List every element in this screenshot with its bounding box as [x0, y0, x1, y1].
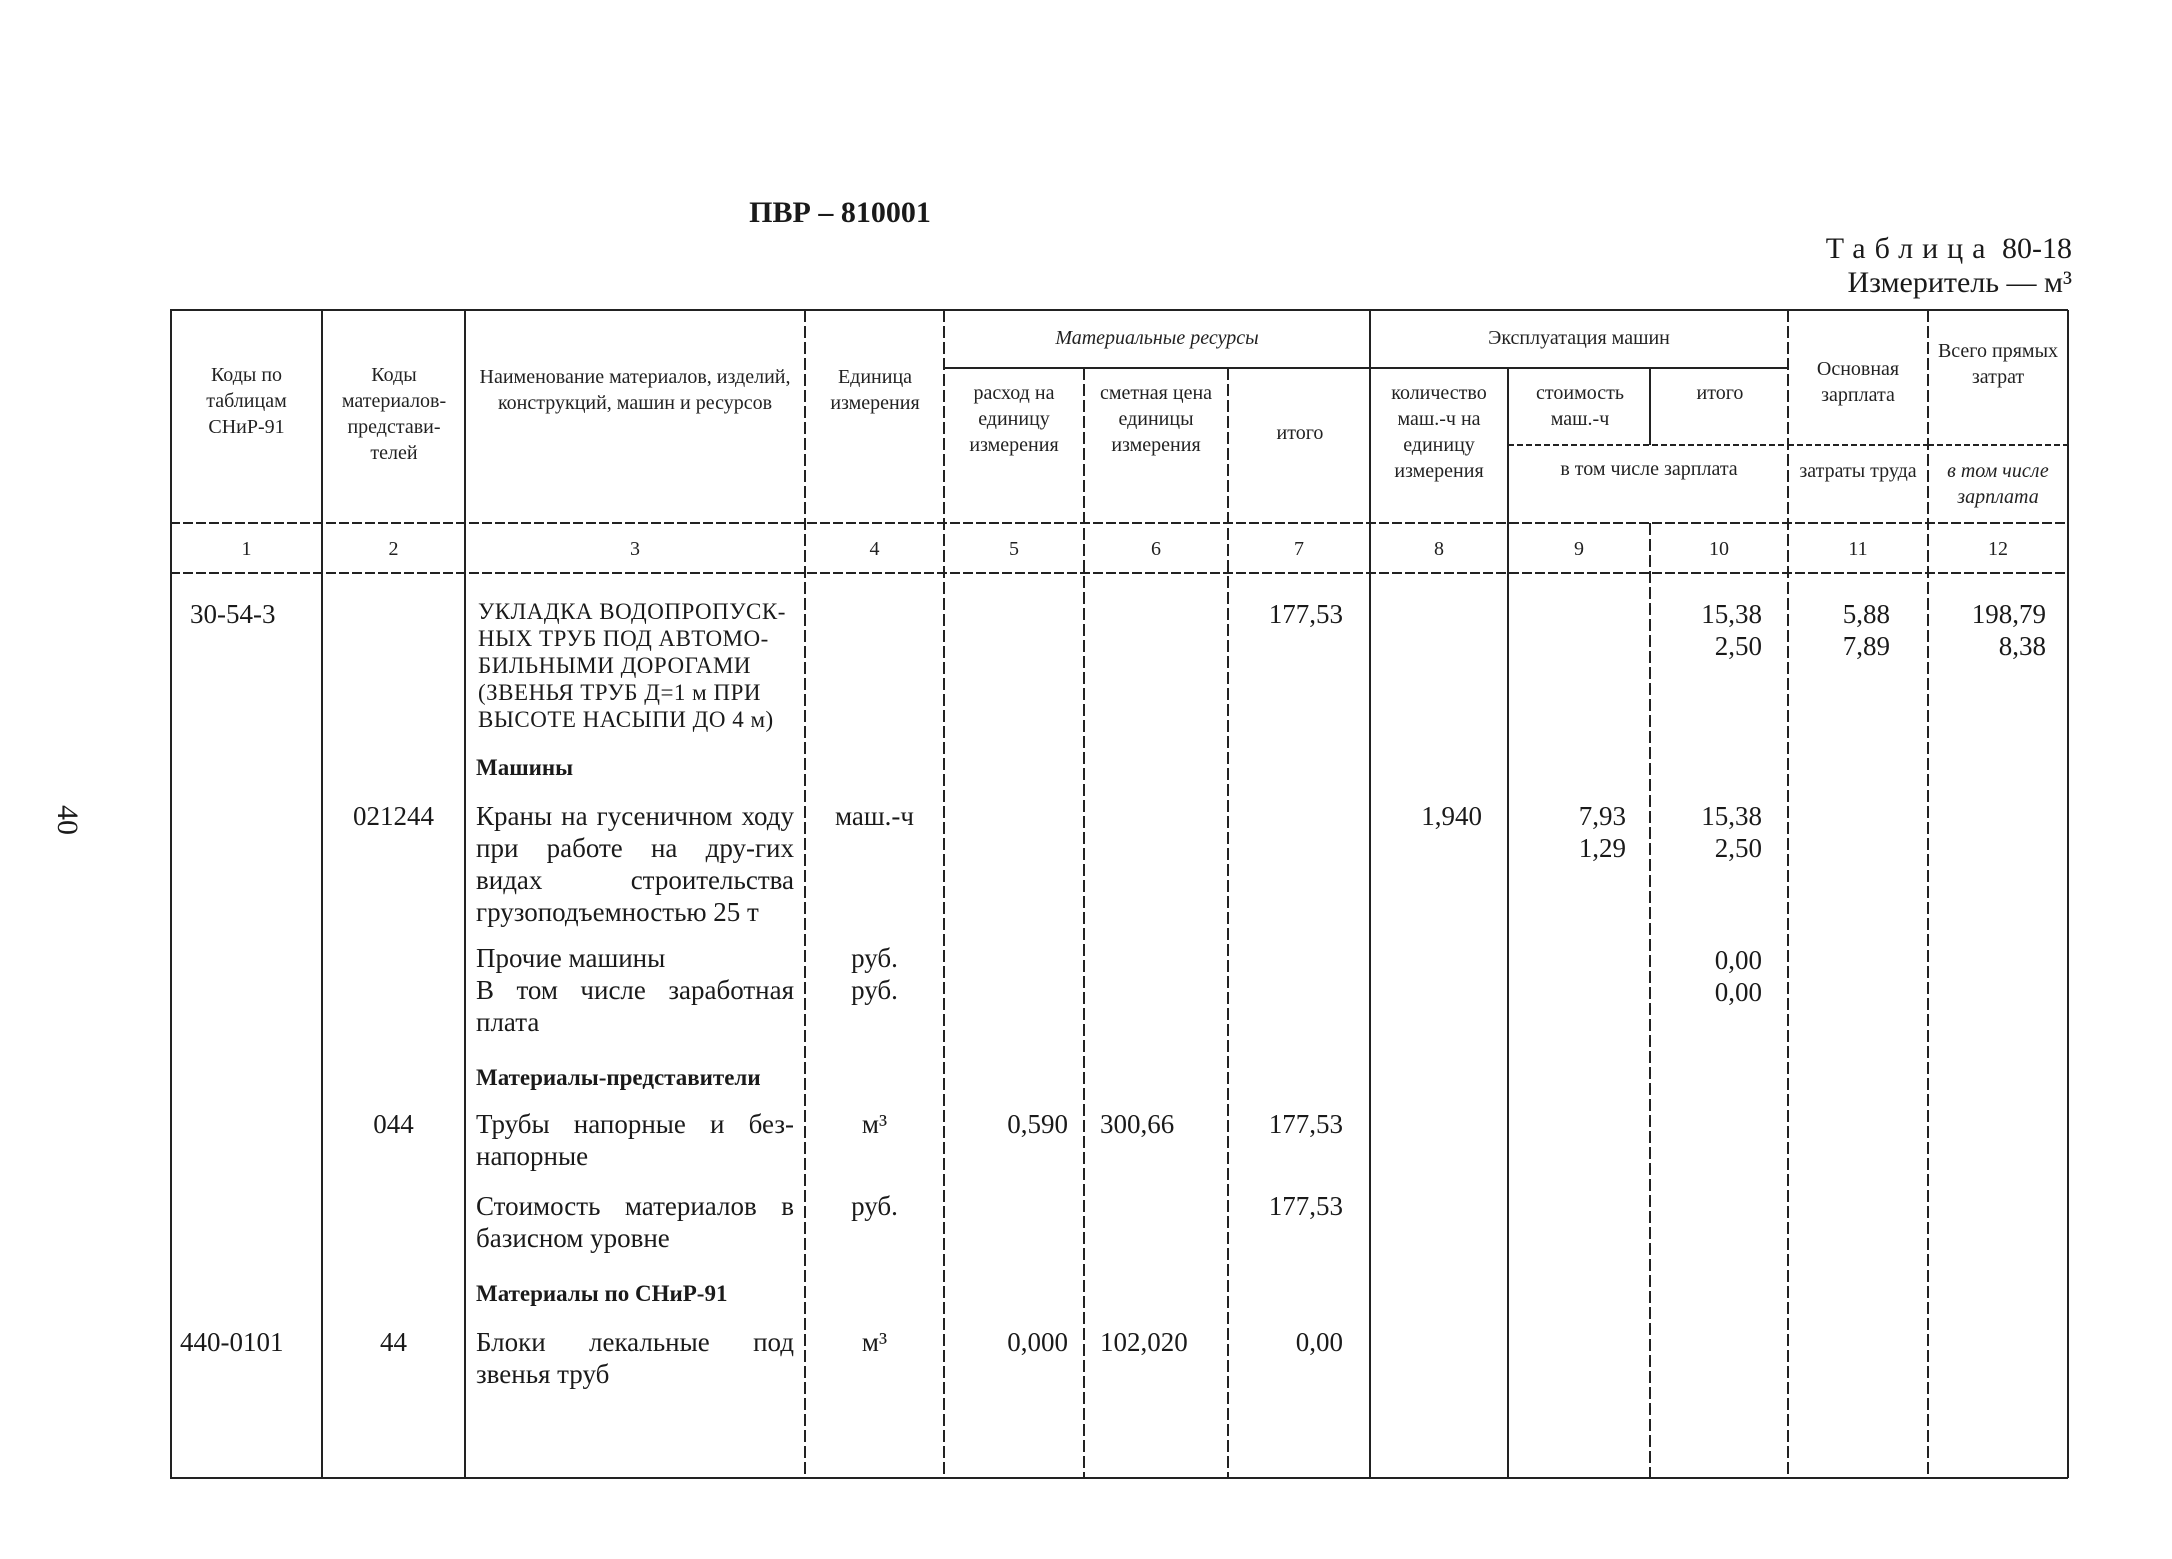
- base-cost-unit: руб.: [851, 1191, 898, 1221]
- col-number: 9: [1574, 538, 1584, 560]
- main-code: 30-54-3: [190, 599, 276, 629]
- table-label-word: Таблица: [1825, 232, 1995, 265]
- header-material-group: Материальные ресурсы: [1055, 327, 1259, 349]
- other-machines-wage-unit: руб.: [851, 975, 898, 1005]
- blocks-name: Блоки лекальные под звенья труб: [476, 1327, 794, 1389]
- col-number: 3: [630, 538, 640, 560]
- blocks-rate: 0,000: [1007, 1327, 1068, 1357]
- header-col2: Коды материалов-представи-телей: [341, 364, 447, 464]
- col-number: 10: [1709, 538, 1729, 560]
- main-mach-total: 15,38: [1701, 599, 1762, 629]
- crane-total-wage: 2,50: [1714, 833, 1762, 863]
- crane-total: 15,38: [1701, 801, 1762, 831]
- main-total: 198,79: [1971, 599, 2046, 629]
- col-number: 5: [1009, 538, 1019, 560]
- header-col6: сметная цена единицы измерения: [1099, 382, 1213, 456]
- pipes-rep-code: 044: [373, 1109, 414, 1139]
- crane-cost-wage: 1,29: [1578, 833, 1626, 863]
- main-mach-total-wage: 2,50: [1714, 631, 1762, 661]
- crane-qty: 1,940: [1421, 801, 1482, 831]
- header-col10: итого: [1696, 382, 1744, 404]
- measure-label: Измеритель — м³: [1847, 266, 2072, 299]
- table-label: [1826, 232, 2072, 266]
- blocks-price: 102,020: [1100, 1327, 1188, 1357]
- section-snir: Материалы по СНиР-91: [476, 1281, 728, 1306]
- crane-rep-code: 021244: [353, 801, 434, 831]
- other-machines-wage-value: 0,00: [1714, 977, 1762, 1007]
- col-number: 12: [1988, 538, 2008, 560]
- header-col1: Коды по таблицам СНиР-91: [206, 364, 287, 438]
- header-col5: расход на единицу измерения: [969, 382, 1059, 456]
- col-number: 11: [1848, 538, 1868, 560]
- other-machines-unit: руб.: [851, 943, 898, 973]
- blocks-total: 0,00: [1295, 1327, 1343, 1357]
- header-col11-sub: затраты труда: [1799, 460, 1917, 482]
- section-machines: Машины: [476, 755, 574, 780]
- header-col12-sub: в том числе зарплата: [1947, 460, 2049, 508]
- page-number: 40: [51, 805, 84, 835]
- main-mat-total: 177,53: [1268, 599, 1343, 629]
- crane-cost: 7,93: [1578, 801, 1626, 831]
- header-col8: количество маш.-ч на единицу измерения: [1391, 382, 1487, 482]
- col-number: 8: [1434, 538, 1444, 560]
- base-cost-name: Стоимость материалов в базисном уровне: [476, 1191, 794, 1253]
- pipes-name: Трубы напорные и без-напорные: [476, 1109, 794, 1171]
- main-labor: 7,89: [1842, 631, 1890, 661]
- crane-name: Краны на гусеничном ходу при работе на дру-гих видах строительства грузоподъемностью 25 т: [476, 801, 794, 927]
- base-cost-total: 177,53: [1268, 1191, 1343, 1221]
- header-col11: Основная зарплата: [1816, 358, 1900, 406]
- main-wage: 5,88: [1842, 599, 1890, 629]
- blocks-unit: м³: [861, 1327, 888, 1357]
- other-machines-value: 0,00: [1714, 945, 1762, 975]
- pipes-unit: м³: [861, 1109, 888, 1139]
- header-col12: Всего прямых затрат: [1937, 340, 2059, 388]
- header-col9-10-sub: в том числе зарплата: [1560, 458, 1738, 480]
- blocks-code: 440-0101: [180, 1327, 284, 1357]
- other-machines-name: Прочие машины: [476, 943, 666, 973]
- main-total-wage: 8,38: [1998, 631, 2046, 661]
- pipes-price: 300,66: [1100, 1109, 1175, 1139]
- other-machines-wage-name: В том числе заработная плата: [476, 975, 794, 1037]
- col-number: 4: [869, 538, 880, 560]
- main-name: УКЛАДКА ВОДОПРОПУСК-НЫХ ТРУБ ПОД АВТОМО-БИЛЬНЫМИ ДОРОГАМИ (ЗВЕНЬЯ ТРУБ Д=1 м ПРИ ВЫСОТЕ НАСЫПИ ДО 4 м): [478, 599, 786, 732]
- header-machine-group: Эксплуатация машин: [1488, 327, 1670, 349]
- col-number: 1: [241, 538, 252, 560]
- header-col7: итого: [1276, 422, 1324, 444]
- pipes-total: 177,53: [1268, 1109, 1343, 1139]
- document-title: ПВР – 810001: [749, 196, 931, 229]
- table-number: 80-18: [2002, 232, 2072, 265]
- header-col9: стоимость маш.-ч: [1536, 382, 1624, 430]
- header-col3: Наименование материалов, изделий, конструкций, машин и ресурсов: [479, 366, 791, 414]
- pipes-rate: 0,590: [1007, 1109, 1068, 1139]
- crane-unit: маш.-ч: [835, 801, 914, 831]
- blocks-rep-code: 44: [380, 1327, 407, 1357]
- col-number: 6: [1151, 538, 1161, 560]
- col-number: 7: [1294, 538, 1304, 560]
- section-representatives: Материалы-представители: [476, 1065, 761, 1090]
- header-col4: Единица измерения: [830, 366, 920, 414]
- col-number: 2: [388, 538, 399, 560]
